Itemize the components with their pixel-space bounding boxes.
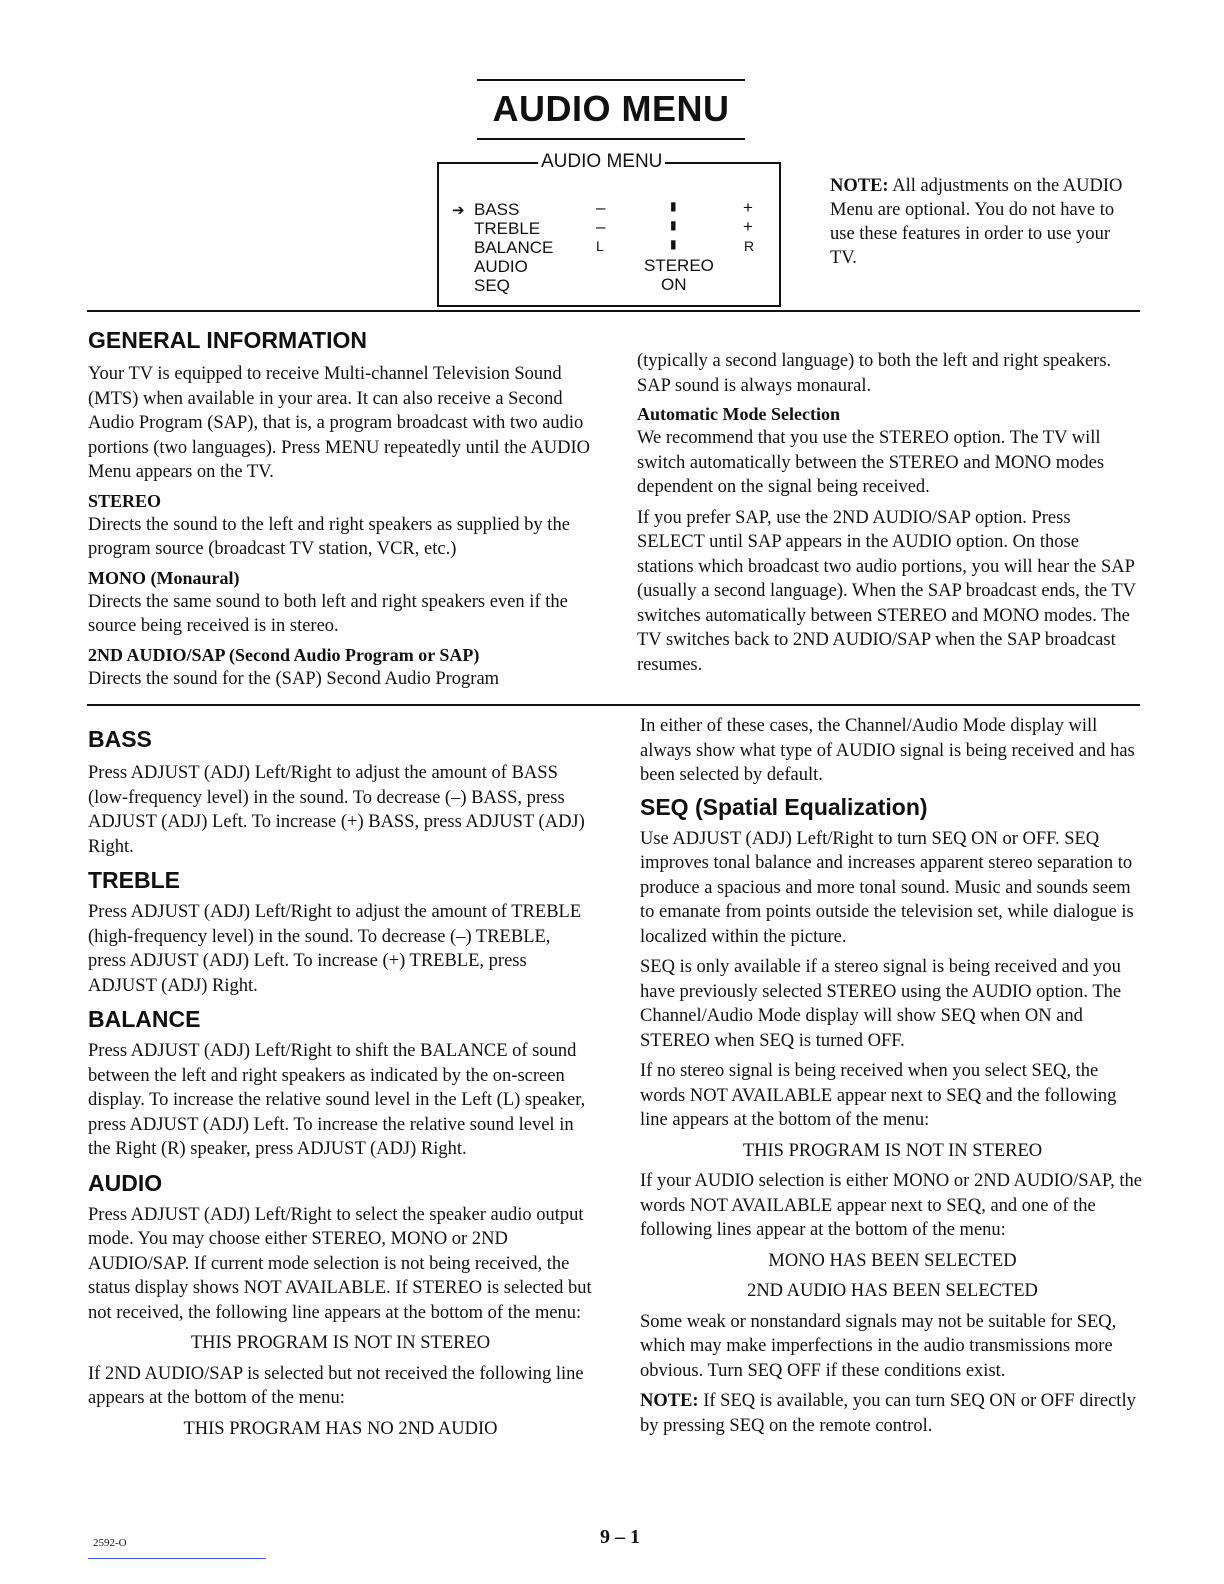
general-info-right xyxy=(637,349,1140,683)
sap-heading: 2ND AUDIO/SAP (Second Audio Program or SAP) xyxy=(88,644,480,665)
audio-message-not-stereo: THIS PROGRAM IS NOT IN STEREO xyxy=(190,1333,491,1353)
mono-heading: MONO (Monaural) xyxy=(88,567,240,588)
menu-row-right: R xyxy=(744,238,755,254)
auto-mode-text: We recommend that you use the STEREO option. The TV will switch automatically between the STEREO and MONO modes dependent on the signal being received. xyxy=(637,428,1105,497)
balance-heading: BALANCE xyxy=(88,1006,201,1032)
seq-text-2: SEQ is only available if a stereo signal is being received and you have previously selected STEREO using the AUDIO option. The Channel/Audio Mode display will show SEQ when ON and STEREO when SEQ is turned OFF. xyxy=(640,957,1122,1051)
audio-heading: AUDIO xyxy=(88,1169,163,1196)
menu-row-label: BALANCE xyxy=(474,238,554,257)
menu-row-left: – xyxy=(596,217,606,236)
treble-text: Press ADJUST (ADJ) Left/Right to adjust the amount of TREBLE (high-frequency level) in the sound. To decrease (–) TREBLE, press ADJUST (ADJ) Left. To increase (+) TREBLE, press ADJUST (ADJ) Right. xyxy=(88,902,582,996)
footer-link-line xyxy=(88,1558,266,1559)
seq-heading: SEQ (Spatial Equalization) xyxy=(640,793,928,820)
seq-note-label: NOTE: xyxy=(640,1391,699,1411)
menu-row-right: + xyxy=(743,217,753,236)
menu-row-label: BASS xyxy=(474,200,520,219)
page-title: AUDIO MENU xyxy=(492,88,730,129)
mono-text: Directs the same sound to both left and right speakers even if the source being received is in stereo. xyxy=(88,591,568,636)
note-text: All adjustments on the AUDIO Menu are optional. You do not have to use these features in order to use your TV. xyxy=(830,176,1123,268)
treble-heading: TREBLE xyxy=(88,867,180,893)
audio-text-2: If 2ND AUDIO/SAP is selected but not received the following line appears at the bottom of the menu: xyxy=(88,1363,584,1408)
menu-row-slider: ▮ xyxy=(670,237,677,251)
title-rule-bottom xyxy=(477,138,745,140)
top-note xyxy=(830,174,1140,270)
audio-text: Press ADJUST (ADJ) Left/Right to select the speaker audio output mode. You may choose either STEREO, MONO or 2ND AUDIO/SAP. If current mode selection is not being received, the status display shows NOT AVAILABLE. If STEREO is selected but not received, the following line appears at the bottom of the menu: xyxy=(88,1204,592,1323)
lower-right-column xyxy=(640,714,1145,1444)
menu-row-slider: ▮ xyxy=(670,218,677,232)
menu-row-label: AUDIO xyxy=(474,257,528,276)
general-heading: GENERAL INFORMATION xyxy=(88,327,367,353)
prefer-sap-text: If you prefer SAP, use the 2ND AUDIO/SAP option. Press SELECT until SAP appears in the AUDIO option. On those stations which broadcast two audio portions, you will hear the SAP (usually a second language). When the SAP broadcast ends, the TV switches automatically between STEREO and MONO modes. The TV switches back to 2ND AUDIO/SAP when the SAP broadcast resumes. xyxy=(637,507,1136,675)
general-info-left xyxy=(88,327,591,697)
audio-message-no-2nd-audio: THIS PROGRAM HAS NO 2ND AUDIO xyxy=(183,1418,498,1439)
menu-row-label: SEQ xyxy=(474,276,510,295)
bass-heading: BASS xyxy=(88,726,152,752)
bass-text: Press ADJUST (ADJ) Left/Right to adjust the amount of BASS (low-frequency level) in the sound. To decrease (–) BASS, press ADJUST (ADJ) Left. To increase (+) BASS, press ADJUST (ADJ) Right. xyxy=(88,763,585,857)
section-divider xyxy=(87,310,1140,312)
seq-message-2nd-audio: 2ND AUDIO HAS BEEN SELECTED xyxy=(747,1281,1038,1301)
menu-cursor-icon: ➔ xyxy=(452,202,465,219)
note-label: NOTE: xyxy=(830,176,889,196)
menu-box-title: AUDIO MENU xyxy=(538,151,665,173)
seq-message-mono: MONO HAS BEEN SELECTED xyxy=(768,1250,1017,1271)
stereo-text: Directs the sound to the left and right speakers as supplied by the program source (broadcast TV station, VCR, etc.) xyxy=(88,514,570,559)
seq-message-not-stereo: THIS PROGRAM IS NOT IN STEREO xyxy=(742,1140,1043,1161)
seq-text-1: Use ADJUST (ADJ) Left/Right to turn SEQ ON or OFF. SEQ improves tonal balance and increases apparent stereo separation to produce a spacious and more tonal sound. Music and sounds seem to emanate from points outside the television set, while dialogue is localized within the picture. xyxy=(640,828,1134,947)
menu-row-right: + xyxy=(743,198,753,217)
seq-text-3: If no stereo signal is being received when you select SEQ, the words NOT AVAILABLE appear next to SEQ and the following line appears at the bottom of the menu: xyxy=(640,1061,1117,1130)
doc-code: 2592-O xyxy=(93,1537,127,1549)
auto-mode-heading: Automatic Mode Selection xyxy=(637,404,840,424)
menu-row-left: – xyxy=(596,198,606,217)
menu-row-value: STEREO xyxy=(644,256,714,275)
general-intro: Your TV is equipped to receive Multi-channel Television Sound (MTS) when available in your area. It can also receive a Second Audio Program (SAP), that is, a program broadcast with two audio portions (two languages). Press MENU repeatedly until the AUDIO Menu appears on the TV. xyxy=(88,364,590,482)
seq-text-4: If your AUDIO selection is either MONO or 2ND AUDIO/SAP, the words NOT AVAILABLE appear next to SEQ, and one of the following lines appear at the bottom of the menu: xyxy=(640,1171,1143,1240)
menu-row-value: ON xyxy=(661,275,687,294)
seq-text-5: Some weak or nonstandard signals may not be suitable for SEQ, which may make imperfections in the audio transmissions more obvious. Turn SEQ OFF if these conditions exist. xyxy=(640,1311,1117,1381)
menu-row-label: TREBLE xyxy=(474,219,541,238)
menu-row-slider: ▮ xyxy=(670,199,677,213)
audio-text-3: In either of these cases, the Channel/Audio Mode display will always show what type of AUDIO signal is being received and has been selected by default. xyxy=(640,716,1135,785)
sap-text-continued: (typically a second language) to both the left and right speakers. SAP sound is always monaural. xyxy=(637,351,1112,396)
page-number: 9 – 1 xyxy=(600,1526,640,1548)
section-divider xyxy=(87,704,1140,706)
stereo-heading: STEREO xyxy=(88,490,162,511)
lower-left-column xyxy=(88,726,593,1447)
title-rule-top xyxy=(477,79,745,81)
sap-text: Directs the sound for the (SAP) Second Audio Program xyxy=(88,668,500,689)
seq-note xyxy=(640,1389,1145,1438)
seq-note-text: If SEQ is available, you can turn SEQ ON or OFF directly by pressing SEQ on the remote control. xyxy=(640,1391,1136,1436)
balance-text: Press ADJUST (ADJ) Left/Right to shift the BALANCE of sound between the left and right speakers as indicated by the on-screen display. To increase the relative sound level in the Left (L) speaker, press ADJUST (ADJ) Left. To increase the relative sound level in the Right (R) speaker, press ADJUST (ADJ) Right. xyxy=(88,1041,586,1159)
menu-row-left: L xyxy=(596,238,604,254)
